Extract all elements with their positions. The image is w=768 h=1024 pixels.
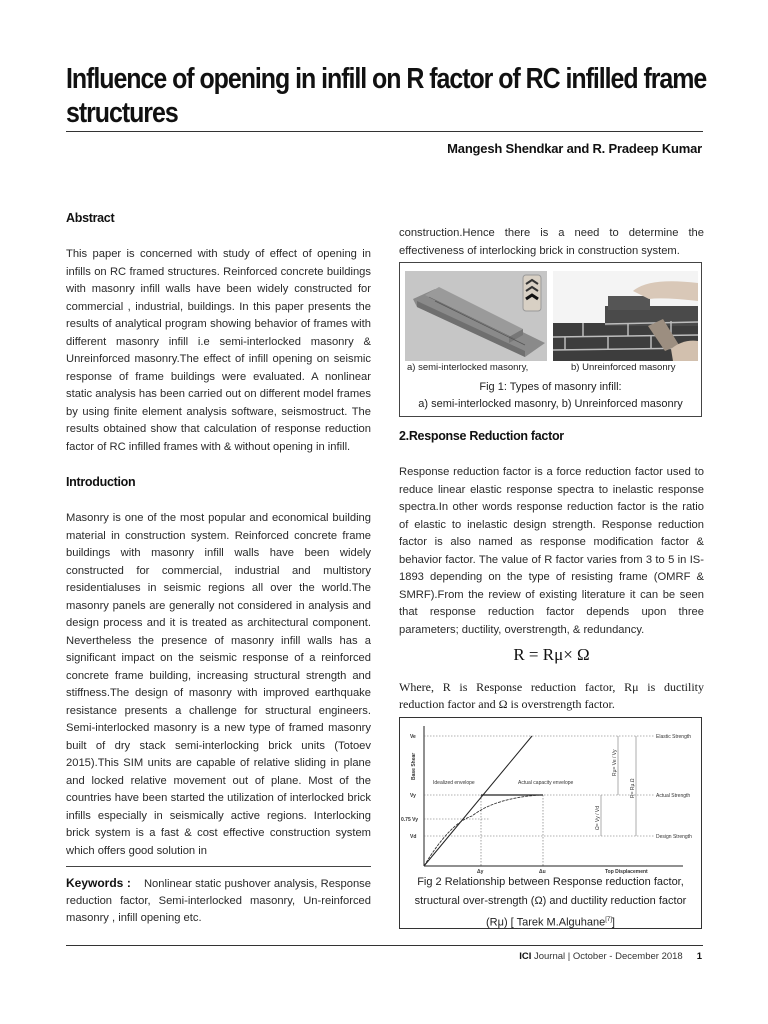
figure-2-caption-line3: (Rμ) [ Tarek M.Alguhane[7]] — [486, 916, 615, 929]
title-divider — [66, 131, 703, 132]
semi-interlocked-masonry-image — [405, 271, 547, 361]
footer-divider — [66, 945, 703, 946]
figure-2-caption — [400, 873, 701, 929]
y-tick-vd: Vd — [410, 834, 417, 840]
journal-brand: ICI — [519, 951, 532, 962]
page-number: 1 — [696, 951, 702, 962]
unreinforced-masonry-image — [553, 271, 698, 361]
section-2-heading: 2.Response Reduction factor — [399, 429, 564, 443]
authors: Mangesh Shendkar and R. Pradeep Kumar — [447, 141, 702, 156]
figure-1 — [399, 262, 702, 417]
y-tick-vy: Vy — [410, 793, 416, 799]
y-tick-ve: Ve — [410, 734, 416, 740]
pushover-curve-diagram — [400, 718, 702, 878]
y-axis-label: Base Shear — [411, 752, 417, 780]
keywords-block — [66, 875, 371, 927]
elastic-strength-label: Elastic Strength — [656, 734, 692, 740]
section-2-body: Response reduction factor is a force reduction factor used to reduce linear elastic response spectra to inelastic response spectra.In other words response reduction factor is the ratio of elastic to inelastic design strength. Response reduction factor is also named as response modification factor & behavior factor. The value of R factor varies from 3 to 5 in IS-1893 depending on the type of resisting frame (OMRF & SMRF).From the review of existing literature it can be seen that response reduction factor depends upon three parameters; ductility, overstrength, & redundancy. — [399, 466, 704, 636]
journal-issue: Journal | October - December 2018 — [531, 951, 683, 962]
r-factor-formula: R = Rμ× Ω — [513, 645, 590, 664]
actual-strength-label: Actual Strength — [656, 793, 691, 799]
figure-1-caption — [400, 379, 701, 413]
figure-1-subcaption-b: b) Unreinforced masonry — [571, 362, 676, 373]
page-footer — [519, 951, 702, 962]
introduction-continuation: construction.Hence there is a need to determine the effectiveness of interlocking brick in construction system. — [399, 227, 704, 257]
ratio-rmu: Rμ= Ve / Vy — [612, 749, 618, 776]
reference-marker: [7] — [605, 917, 612, 923]
ratio-r: R= Rμ.Ω — [630, 778, 636, 798]
paper-title: Influence of opening in infill on R factor of RC infilled frame structures — [66, 63, 707, 129]
x-tick-dy: Δy — [477, 869, 484, 875]
introduction-heading: Introduction — [66, 475, 136, 489]
figure-2-caption-line2: structural over-strength (Ω) and ductility reduction factor — [414, 895, 687, 907]
design-strength-label: Design Strength — [656, 834, 692, 840]
ratio-omega: Ω= Vy / Vd — [595, 806, 601, 830]
introduction-body: Masonry is one of the most popular and economical building material in construction system. Reinforced concrete frame buildings with masonry infill walls have been widely constructed for commercial, industrial and multistory residentialuses in seismic regions all over the world.The masonry panels are generally not considered in analysis and design process and it is treated as architectural component. Nevertheless the presence of masonry infill walls has a significant impact on the seismic response of a reinforced concrete frame building, increasing structural strength and stiffness.The design of masonry with improved earthquake resistance presents a challenge for structural engineers. Semi-interlocked masonry is a new type of framed masonry built of dry stack semi-interlocking brick units (Totoev 2015).This SIM units are capable of relative sliding in plane and locked relative movement out of plane. Most of the countries have been started the utilization of interlocked brick infills especially in seismically active regions. Interlocking brick system is a fast & cost effective construction system which offers good solution in — [66, 512, 371, 857]
keywords-divider — [66, 866, 371, 867]
abstract-heading: Abstract — [66, 211, 115, 225]
formula-explanation: Where, R is Response reduction factor, Rμ is ductility reduction factor and Ω is overstrength factor. — [399, 680, 704, 711]
figure-1-caption-line2: a) semi-interlocked masonry, b) Unreinforced masonry — [418, 398, 683, 410]
figure-1-caption-line1: Fig 1: Types of masonry infill: — [479, 381, 622, 393]
keywords-label: Keywords : — [66, 876, 131, 890]
abstract-body: This paper is concerned with study of effect of opening in infills on RC framed structures. Reinforced concrete buildings with masonry infill walls have been widely constructed for commercial , industrial, buildings. In this paper presents the results of analytical program showing behavior of frames with different masonry infill i.e semi-interlocked masonry & Unreinforced masonry.The effect of infill opening on seismic response of frame buildings were evaluated. A nonlinear static analysis has been carried out on different model frames by using finite element analysis software, seismostruct. The results obtained show that calculation of response reduction factor of RC infilled frames with & without opening in infill. — [66, 248, 371, 453]
idealized-envelope-label: Idealized envelope — [433, 780, 475, 786]
actual-capacity-label: Actual capacity envelope — [518, 780, 574, 786]
figure-1-subcaption-a: a) semi-interlocked masonry, — [407, 362, 529, 373]
x-axis-label: Top Displacement — [605, 869, 648, 875]
y-tick-075vy: 0.75 Vy — [401, 817, 419, 823]
x-tick-du: Δu — [539, 869, 546, 875]
keywords-text: Nonlinear static pushover analysis, Response reduction factor, Semi-interlocked masonry, Un-reinforced masonry , infill opening etc. — [66, 878, 371, 924]
figure-2 — [399, 717, 702, 929]
figure-2-caption-line1: Fig 2 Relationship between Response reduction factor, — [417, 876, 684, 888]
